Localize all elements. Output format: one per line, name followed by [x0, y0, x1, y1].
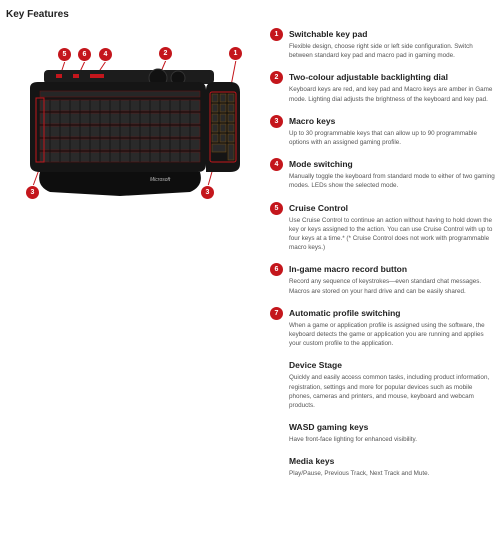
feature-title: Cruise Control [289, 202, 349, 213]
callout-2: 2 [159, 47, 172, 60]
feature-description: Manually toggle the keyboard from standard mode to either of two gaming modes. LEDs show the selected mode. [289, 173, 495, 190]
feature-description: Record any sequence of keystrokes—even standard chat messages. Macros are stored on your hard drive and can be easily shared. [289, 278, 482, 295]
keyboard-illustration [0, 36, 262, 216]
feature-cruise-control [270, 202, 495, 253]
feature-description: Keyboard keys are red, and key pad and Macro keys are amber in Game mode. Lighting dial adjusts the brightness of the keyboard and key pad. [289, 86, 493, 103]
feature-description: Quickly and easily access common tasks, including product information, registration, settings and more for popular devices such as mobile phones, cameras and printers, and mouse, keyboard and webcam products. [289, 374, 490, 410]
feature-description: Have front-face lighting for enhanced visibility. [289, 436, 417, 444]
callout-5: 5 [58, 48, 71, 61]
feature-description: When a game or application profile is assigned using the software, the keyboard detects the game or application you are running and applies your custom profile to the application. [289, 321, 485, 348]
feature-badge: 1 [270, 28, 283, 41]
brand-logo: Microsoft [150, 177, 171, 183]
feature-badge: 2 [270, 71, 283, 84]
feature-profile-switching [270, 307, 495, 349]
feature-badge: 6 [270, 263, 283, 276]
feature-badge: 7 [270, 307, 283, 320]
feature-title: Macro keys [289, 115, 336, 126]
feature-title: Two-colour adjustable backlighting dial [289, 72, 448, 83]
callout-1: 1 [229, 47, 242, 60]
feature-list [270, 28, 495, 490]
feature-description: Play/Pause, Previous Track, Next Track and Mute. [289, 470, 430, 478]
feature-title: Media keys [289, 456, 335, 467]
callout-3-right: 3 [201, 186, 214, 199]
feature-title: Device Stage [289, 360, 342, 371]
feature-badge: 5 [270, 202, 283, 215]
feature-macro-keys [270, 115, 495, 147]
callout-4: 4 [99, 48, 112, 61]
feature-switchable-key-pad [270, 28, 495, 60]
feature-title: Switchable key pad [289, 29, 368, 39]
feature-badge: 4 [270, 158, 283, 171]
callout-6: 6 [78, 48, 91, 61]
feature-mode-switching [270, 158, 495, 190]
feature-title: In-game macro record button [289, 264, 408, 275]
callout-3-left: 3 [26, 186, 39, 199]
feature-description: Use Cruise Control to continue an action without having to hold down the key or keys assigned to the action. You can use Cruise Control with up to four keys at a time.* (* Cruise Control does not work with programmable macro keys.) [289, 216, 493, 252]
feature-backlighting-dial [270, 71, 495, 103]
feature-macro-record [270, 263, 495, 295]
keyboard-image [0, 36, 262, 216]
feature-description: Up to 30 programmable keys that can allow up to 90 programmable options with an assigned gaming profile. [289, 129, 477, 147]
feature-device-stage [270, 359, 495, 410]
feature-title: Mode switching [289, 159, 353, 170]
feature-title: Automatic profile switching [289, 307, 401, 318]
feature-badge: 3 [270, 115, 283, 128]
feature-description: Flexible design, choose right side or left side configuration. Switch between standard key pad and macro pad in gaming mode. [289, 43, 473, 60]
feature-title: WASD gaming keys [289, 422, 369, 433]
page-title: Key Features [6, 9, 69, 20]
feature-media-keys [270, 455, 495, 478]
feature-wasd-keys [270, 421, 495, 444]
